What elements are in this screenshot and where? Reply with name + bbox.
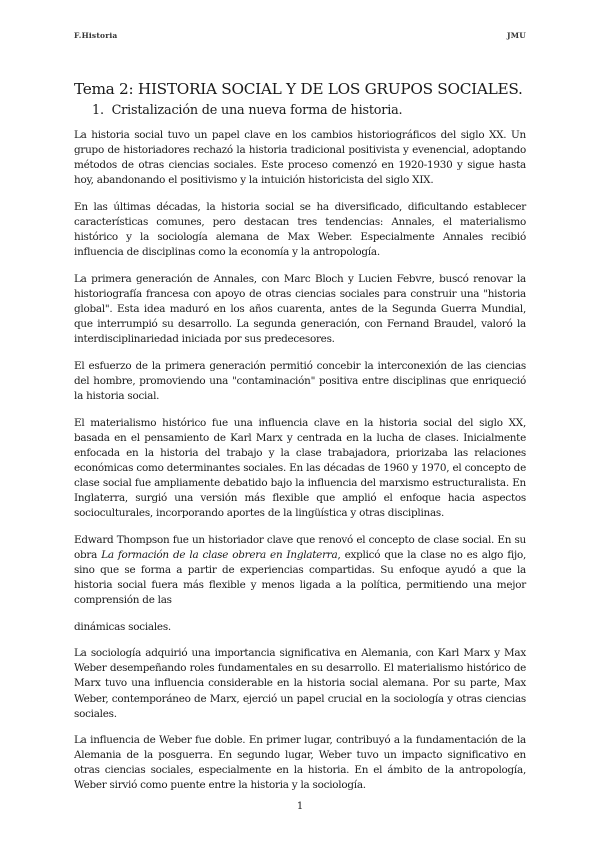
paragraph: La historia social tuvo un papel clave en los cambios historiográficos del siglo XX. Un grupo de historiadores rechazó la historia tradicional positivista y evenencial, adoptando métodos de otras ciencias sociales. Este proceso comenzó en 1920-1930 y sigue hasta hoy, abandonando el positivismo y la intuición historicista del siglo XIX. xyxy=(74,129,526,187)
body-text xyxy=(74,128,526,805)
paragraph-text: Edward Thompson fue un historiador clave que renovó el concepto de clase social. En su obra xyxy=(74,533,526,561)
paragraph: El esfuerzo de la primera generación permitió concebir la interconexión de las ciencias del hombre, promoviendo una "contaminación" positiva entre disciplinas que enriqueció la historia social. xyxy=(74,359,526,402)
running-header-right: JMU xyxy=(507,31,526,40)
running-header-left: F.Historia xyxy=(74,31,118,40)
page-number: 1 xyxy=(296,801,304,812)
document-title: Tema 2: HISTORIA SOCIAL Y DE LOS GRUPOS SOCIALES. xyxy=(74,80,523,99)
paragraph: dinámicas sociales. xyxy=(74,620,171,633)
paragraph: La sociología adquirió una importancia significativa en Alemania, con Karl Marx y Max Weber desempeñando roles fundamentales en su desarrollo. El materialismo histórico de Marx tuvo una influencia considerable en la historia social alemana. Por su parte, Max Weber, contemporáneo de Marx, ejerció un papel crucial en la sociología y otras ciencias sociales. xyxy=(74,647,526,720)
section-heading xyxy=(92,103,402,118)
paragraph: En las últimas décadas, la historia social se ha diversificado, dificultando establecer características comunes, pero destacan tres tendencias: Annales, el materialismo histórico y la sociología alemana de Max Weber. Especialmente Annales recibió influencia de disciplinas como la economía y la antropología. xyxy=(74,200,526,259)
paragraph: La influencia de Weber fue doble. En primer lugar, contribuyó a la fundamentación de la Alemania de la posguerra. En segundo lugar, Weber tuvo un impacto significativo en otras ciencias sociales, especialmente en la historia. En el ámbito de la antropología, Weber sirvió como puente entre la historia y la sociología. xyxy=(74,734,526,792)
book-title: La formación de la clase obrera en Inglaterra xyxy=(101,548,338,561)
paragraph: El materialismo histórico fue una influencia clave en la historia social del siglo XX, basada en el pensamiento de Karl Marx y centrada en la lucha de clases. Inicialmente enfocada en la historia del trabajo y la clase trabajadora, priorizaba las relaciones económicas como determinantes sociales. En las décadas de 1960 y 1970, el concepto de clase social fue ampliamente debatido bajo la influencia del marxismo estructuralista. En Inglaterra, surgió una versión más flexible que amplió el enfoque hacia aspectos socioculturales, incorporando aportes de la lingüística y otras disciplinas. xyxy=(74,416,526,520)
paragraph: La primera generación de Annales, con Marc Bloch y Lucien Febvre, buscó renovar la historiografía francesa con apoyo de otras ciencias sociales para construir una "historia global". Esta idea maduró en los años cuarenta, antes de la Segunda Guerra Mundial, que interrumpió su desarrollo. La segunda generación, con Fernand Braudel, valoró la interdisciplinariedad iniciada por sus predecesores. xyxy=(74,272,526,346)
paragraph-text: , explicó que la clase no es algo fijo, sino que se forma a partir de experiencias compartidas. Su enfoque ayudó a que la historia social fuera más flexible y menos ligada a la política, permitiendo una mejor comprensión de las xyxy=(74,548,526,607)
paragraph xyxy=(74,533,526,608)
section-title: Cristalización de una nueva forma de historia. xyxy=(111,103,403,118)
section-number: 1. xyxy=(92,103,104,118)
